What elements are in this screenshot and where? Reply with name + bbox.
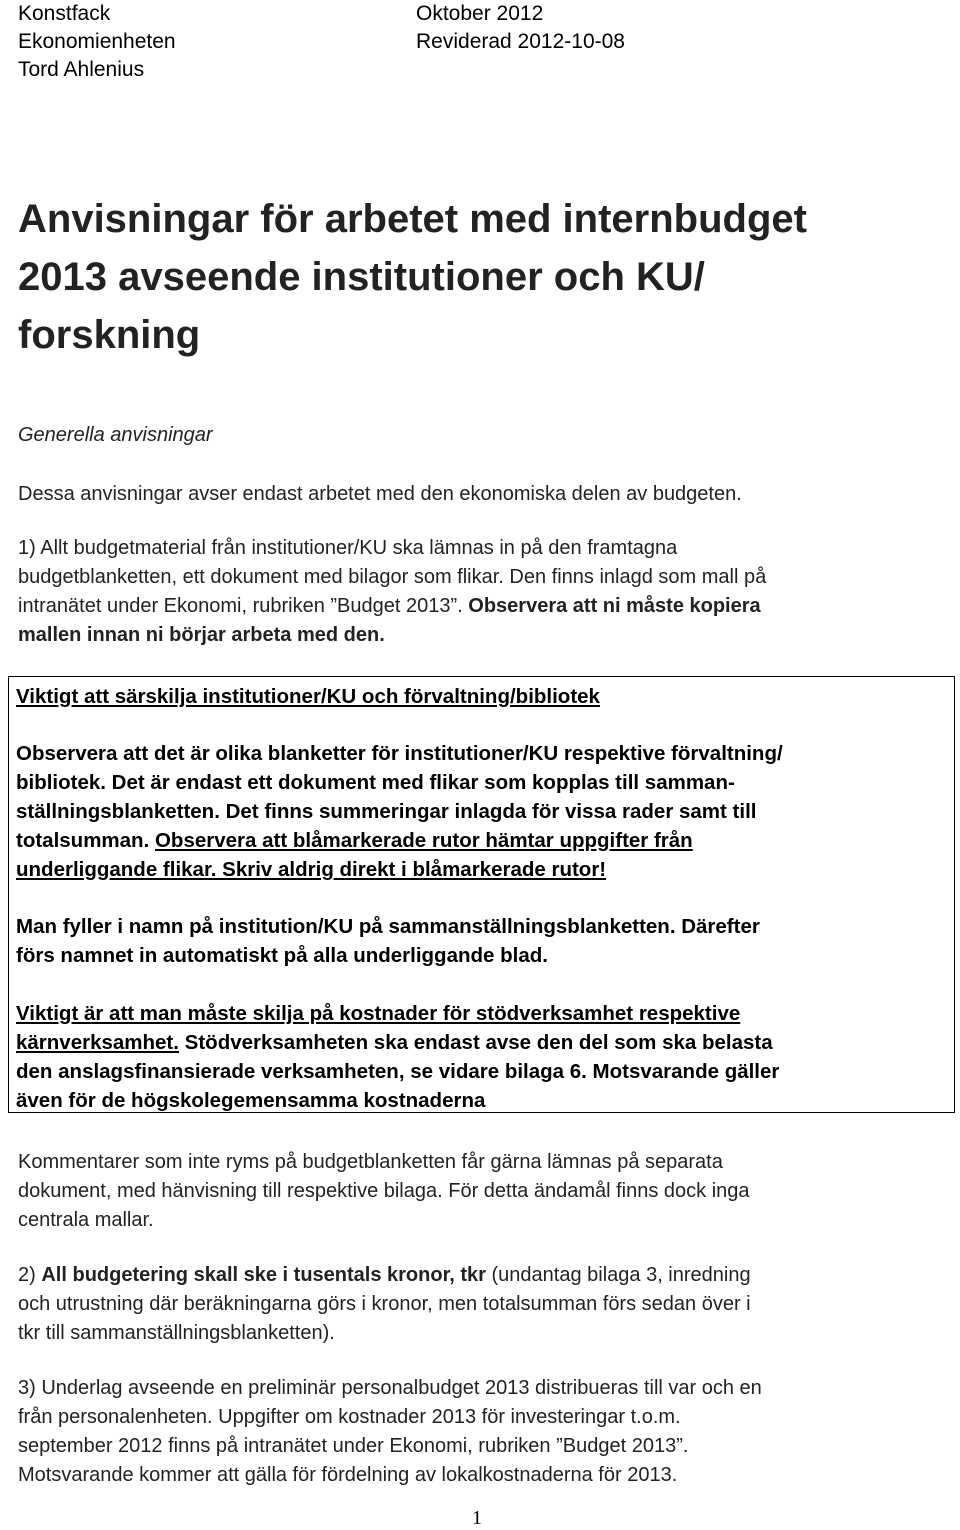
box-line: Man fyller i namn på institution/KU på sammanställningsblanketten. Därefter (16, 915, 760, 938)
p2-line: tkr till sammanställningsblanketten). (18, 1322, 335, 1344)
page-number: 1 (472, 1507, 482, 1529)
box-heading-text: Viktigt att särskilja institutioner/KU och förvaltning/bibliotek (16, 685, 600, 708)
comments-line: Kommentarer som inte ryms på budgetblanketten får gärna lämnas på separata (18, 1151, 723, 1173)
header-revised: Reviderad 2012-10-08 (416, 30, 625, 53)
p3-line: från personalenheten. Uppgifter om kostnader 2013 för investeringar t.o.m. (18, 1406, 681, 1428)
box-para-b (16, 912, 760, 970)
box-line: förs namnet in automatiskt på alla underliggande blad. (16, 944, 548, 967)
p2-number: 2) (18, 1264, 36, 1286)
box-line: ställningsblanketten. Det finns summeringar inlagda för vissa rader samt till (16, 800, 757, 823)
comments-paragraph (18, 1148, 750, 1235)
title-line: Anvisningar för arbetet med internbudget (18, 197, 807, 241)
box-line: Stödverksamheten ska endast avse den del som ska belasta (184, 1031, 773, 1054)
box-line: bibliotek. Det är endast ett dokument med flikar som kopplas till samman- (16, 771, 735, 794)
box-line: totalsumman. (16, 829, 150, 852)
title-line: forskning (18, 313, 201, 357)
box-blue-cells-warning: underliggande flikar. Skriv aldrig direkt i blåmarkerade rutor! (16, 858, 607, 881)
p1-copy-warning-cont: mallen innan ni börjar arbeta med den. (18, 624, 385, 646)
box-para-a (16, 739, 783, 884)
box-core-activity: kärnverksamhet. (16, 1031, 179, 1054)
p1-intranet-note: intranätet under Ekonomi, rubriken ”Budget 2013”. (18, 595, 463, 617)
paragraph-2 (18, 1261, 751, 1348)
box-line: Observera att det är olika blanketter för institutioner/KU respektive förvaltning/ (16, 742, 783, 765)
intro-paragraph: Dessa anvisningar avser endast arbetet med den ekonomiska delen av budgeten. (18, 483, 742, 505)
box-para-c (16, 999, 779, 1115)
p1-line: budgetblanketten, ett dokument med bilagor som flikar. (18, 566, 504, 588)
header-org: Konstfack (18, 2, 111, 25)
header-right (416, 0, 625, 56)
header-left (18, 0, 176, 84)
document-title (18, 190, 807, 364)
header-dept: Ekonomienheten (18, 30, 176, 53)
box-heading (16, 682, 600, 711)
title-line: 2013 avseende institutioner och KU/ (18, 255, 705, 299)
p2-line: och utrustning där beräkningarna görs i kronor, men totalsumman förs sedan över i (18, 1293, 751, 1315)
paragraph-3 (18, 1374, 762, 1490)
header-date: Oktober 2012 (416, 2, 544, 25)
header-author: Tord Ahlenius (18, 58, 145, 81)
p2-rule: All budgetering skall ske i tusentals kronor, tkr (41, 1264, 486, 1286)
p3-line: 3) Underlag avseende en preliminär personalbudget 2013 distribueras till var och en (18, 1377, 762, 1399)
section-subtitle: Generella anvisningar (18, 424, 213, 446)
box-line: Viktigt är att man måste skilja på kostnader för stödverksamhet respektive (16, 1002, 741, 1025)
box-blue-cells-note: Observera att blåmarkerade rutor hämtar uppgifter från (154, 829, 693, 852)
p3-line: september 2012 finns på intranätet under Ekonomi, rubriken ”Budget 2013”. (18, 1435, 689, 1457)
comments-line: dokument, med hänvisning till respektive bilaga. För detta ändamål finns dock inga (18, 1180, 750, 1202)
p1-template-note: Den finns inlagd som mall på (509, 566, 767, 588)
paragraph-1 (18, 534, 766, 650)
box-line: den anslagsfinansierade verksamheten, se vidare bilaga 6. Motsvarande gäller (16, 1060, 780, 1083)
comments-line: centrala mallar. (18, 1209, 154, 1231)
p1-copy-warning: Observera att ni måste kopiera (468, 595, 761, 617)
p2-exception: (undantag bilaga 3, inredning (491, 1264, 751, 1286)
p1-line: 1) Allt budgetmaterial från institutioner/KU ska lämnas in på den framtagna (18, 537, 678, 559)
box-line: även för de högskolegemensamma kostnaderna (16, 1089, 486, 1112)
p3-line: Motsvarande kommer att gälla för fördelning av lokalkostnaderna för 2013. (18, 1464, 678, 1486)
